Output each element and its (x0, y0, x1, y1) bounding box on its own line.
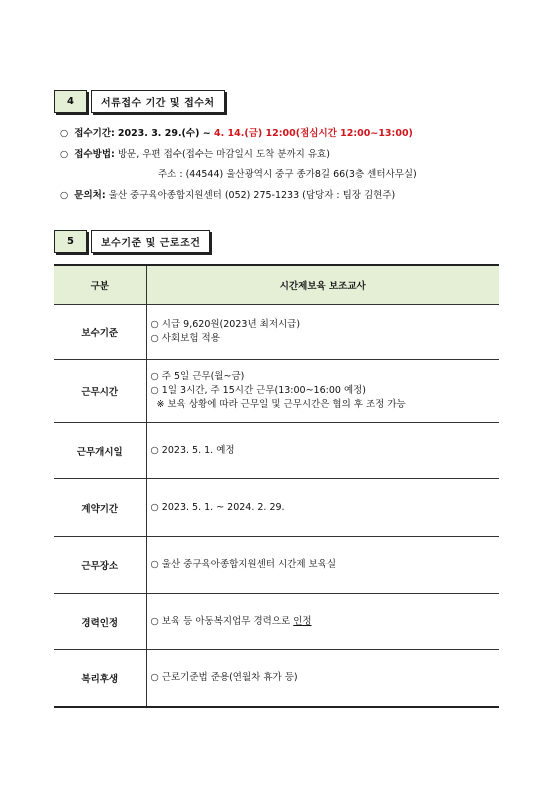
row-label: 근무장소 (54, 537, 146, 594)
value-underlined: 인정 (293, 615, 312, 627)
row-value (146, 360, 499, 423)
value-note: ※ 보육 상황에 따라 근무일 및 근무시간은 협의 후 조정 가능 (156, 399, 406, 410)
contact-value: 울산 중구육아종합지원센터 (052) 275-1233 (담당자 : 팀장 김현주) (108, 190, 396, 201)
value-line: ○ 1일 3시간, 주 15시간 근무(13:00~16:00 예정) (150, 385, 367, 396)
section-4-header (54, 90, 225, 113)
conditions-table (54, 264, 499, 708)
row-value (146, 305, 499, 360)
circle-bullet-icon: ○ (60, 128, 69, 139)
row-value: ○ 2023. 5. 1. ~ 2024. 2. 29. (146, 479, 499, 537)
contact-label: 문의처: (74, 190, 106, 201)
table-row (54, 537, 499, 594)
table-row (54, 423, 499, 479)
table-row (54, 360, 499, 423)
application-period-start: 2023. 3. 29.(수) ~ (117, 128, 214, 139)
application-period-line (60, 125, 413, 139)
row-value (146, 594, 499, 650)
row-value: ○ 2023. 5. 1. 예정 (146, 423, 499, 479)
application-method-value: 방문, 우편 접수(접수는 마감일시 도착 분까지 유효) (117, 149, 330, 160)
row-label: 보수기준 (54, 305, 146, 360)
application-period-label: 접수기간: (74, 128, 115, 139)
value-line: ○ 주 5일 근무(월~금) (150, 371, 245, 382)
row-value: ○ 울산 중구육아종합지원센터 시간제 보육실 (146, 537, 499, 594)
value-line: ○ 사회보험 적용 (150, 333, 220, 344)
row-label: 근무시간 (54, 360, 146, 423)
header-category: 구분 (54, 265, 146, 305)
value-line: ○ 시급 9,620원(2023년 최저시급) (150, 319, 301, 330)
row-value: ○ 근로기준법 준용(연월차 휴가 등) (146, 650, 499, 707)
table-header-row (54, 265, 499, 305)
application-method-line (60, 146, 330, 160)
contact-line (60, 187, 395, 201)
table-row (54, 305, 499, 360)
section-number: 5 (54, 230, 87, 253)
section-5-header (54, 230, 210, 253)
row-label: 경력인정 (54, 594, 146, 650)
application-method-label: 접수방법: (74, 149, 115, 160)
table-row (54, 479, 499, 537)
row-label: 계약기간 (54, 479, 146, 537)
value-text: ○ 보육 등 아동복지업무 경력으로 (150, 615, 294, 627)
table-row (54, 650, 499, 707)
table-row (54, 594, 499, 650)
section-number: 4 (54, 90, 87, 113)
section-title: 보수기준 및 근로조건 (91, 230, 210, 253)
header-position: 시간제보육 보조교사 (146, 265, 499, 305)
section-title: 서류접수 기간 및 접수처 (91, 90, 225, 113)
row-label: 복리후생 (54, 650, 146, 707)
row-label: 근무개시일 (54, 423, 146, 479)
circle-bullet-icon: ○ (60, 190, 69, 201)
application-deadline: 4. 14.(금) 12:00(점심시간 12:00~13:00) (214, 128, 413, 139)
circle-bullet-icon: ○ (60, 149, 69, 160)
address-line: 주소 : (44544) 울산광역시 중구 종가8길 66(3층 센터사무실) (158, 169, 417, 180)
